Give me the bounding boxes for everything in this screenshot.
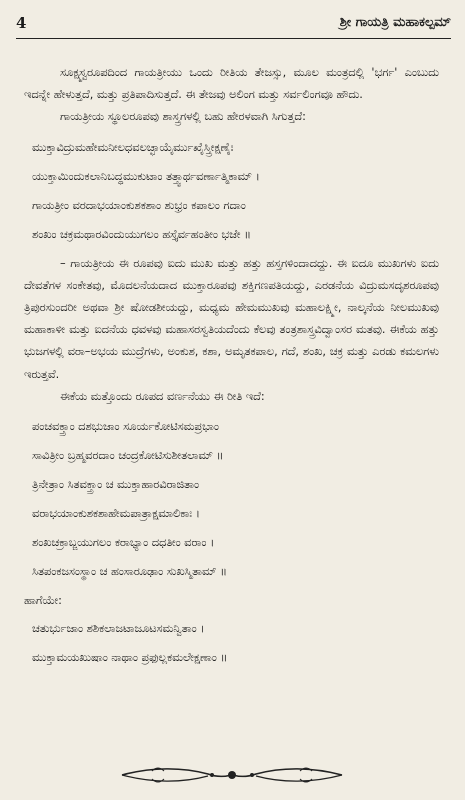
- verse-line: ಶಂಖಂ ಚಕ್ರಮಥಾರವಿಂದುಯುಗಲಂ ಹಸ್ತೈರ್ವಹಂತೀಂ ಭಜೇ ॥: [32, 227, 251, 241]
- page-header: [16, 12, 451, 39]
- paragraph-subtle-form: ಸೂಕ್ಷ್ಮಸ್ವರೂಪದಿಂದ ಗಾಯತ್ರೀಯು ಒಂದು ರೀತಿಯ ತೇಜಸ್ಸು, ಮೂಲ ಮಂತ್ರದಲ್ಲಿ 'ಭರ್ಗ' ಎಂಬುದು ಇದನ್ನೇ ಹೇಳುತ್ತದೆ, ಮತ್ತು ಪ್ರತಿಪಾದಿಸುತ್ತದೆ. ಈ ತೇಜವು ಅಲಿಂಗ ಮತ್ತು ಸರ್ವಲಿಂಗವೂ ಹೌದು.: [24, 66, 439, 102]
- verse-line: ಮುಕ್ತಾಮಯಖುಷಾಂ ನಾಥಾಂ ಪ್ರಫುಲ್ಲಕಮಲೇಕ್ಷಣಾಂ ॥: [32, 651, 228, 665]
- verse-line: ಪಂಚವಕ್ತ್ರಾಂ ದಶಭುಜಾಂ ಸೂರ್ಯಕೋಟಿಸಮಪ್ರಭಾಂ: [32, 420, 219, 434]
- verse-block-panchavaktra: [32, 412, 439, 586]
- paragraph-another-form-intro: ಈಕೆಯ ಮತ್ತೊಂದು ರೂಪದ ವರ್ಣನೆಯು ಈ ರೀತಿ ಇದೆ:: [60, 389, 265, 403]
- label-hageye: ಹಾಗೆಯೇ:: [24, 594, 62, 608]
- paragraph-gross-form-intro: ಗಾಯತ್ರೀಯ ಸ್ಥೂಲರೂಪವು ಶಾಸ್ತ್ರಗಳಲ್ಲಿ ಬಹು ಹೇರಳವಾಗಿ ಸಿಗುತ್ತದೆ:: [60, 110, 306, 124]
- ornament-flourish-icon: [112, 764, 352, 786]
- paragraph-five-faces: – ಗಾಯತ್ರೀಯ ಈ ರೂಪವು ಐದು ಮುಖ ಮತ್ತು ಹತ್ತು ಹಸ್ತಗಳಿಂದಾದದ್ದು. ಈ ಐದೂ ಮುಖಗಳು ಐದು ದೇವತೆಗಳ ಸಂಕೇತವು, ಮೊದಲನೆಯದಾದ ಮುಕ್ತಾರೂಪವು ಶಕ್ತಿಗಣಪತಿಯದ್ದು, ಎರಡನೆಯ ವಿದ್ರುಮಸದೃಶರೂಪವು ತ್ರಿಪುರಸುಂದರೀ ಅಥವಾ ಶ್ರೀ ಷೋಡಶೀಯದ್ದು, ಮಧ್ಯಮ ಹೇಮಮುಖವು ಮಹಾಲಕ್ಷ್ಮೀ, ನಾಲ್ಕನೆಯ ನೀಲಮುಖವು ಮಹಾಕಾಳೀ ಮತ್ತು ಐದನೆಯ ಧವಳವು ಮಹಾಸರಸ್ವತಿಯದೆಂದು ಕೆಲವು ತಂತ್ರಶಾಸ್ತ್ರವಿದ್ವಾಂಸರ ಮತವು. ಈಕೆಯ ಹತ್ತು ಭುಜಗಳಲ್ಲಿ ವರಾ–ಅಭಯ ಮುದ್ರೆಗಳು, ಅಂಕುಶ, ಕಶಾ, ಅಮೃತಕಪಾಲ, ಗದೆ, ಶಂಖ, ಚಕ್ರ ಮತ್ತು ಎರಡು ಕಮಲಗಳು ಇರುತ್ತವೆ.: [24, 256, 439, 381]
- verse-line: ವರಾಭಯಾಂಕುಶಕಶಾಹೇಮಪಾತ್ರಾಕ್ಷಮಾಲಿಕಾಃ ।: [32, 507, 200, 521]
- verse-line: ಸಿತಪಂಕಜಸಂಸ್ಥಾಂ ಚ ಹಂಸಾರೂಢಾಂ ಸುಖಸ್ಮಿತಾಮ್ ॥: [32, 565, 227, 579]
- verse-line: ಯುಕ್ತಾಮಿಂದುಕಲಾನಿಬದ್ಧಮುಕುಟಾಂ ತತ್ತ್ವಾರ್ಥವರ್ಣಾತ್ಮಿಕಾಮ್ ।: [32, 169, 260, 183]
- verse-line: ಚತುರ್ಭುಜಾಂ ಶಶಿಕಲಾಜಟಾಜೂಟಸಮನ್ವಿತಾಂ ।: [32, 622, 205, 636]
- verse-line: ತ್ರಿನೇತ್ರಾಂ ಸಿತವಕ್ತ್ರಾಂ ಚ ಮುಕ್ತಾಹಾರವಿರಾಜಿತಾಂ: [32, 478, 200, 492]
- verse-line: ಶಂಖಚಕ್ರಾಬ್ಜಯುಗಲಂ ಕರಾಭ್ಯಾಂ ದಧತೀಂ ವರಾಂ ।: [32, 536, 215, 550]
- verse-block-dhyana: [32, 133, 439, 249]
- verse-line: ಮುಕ್ತಾವಿದ್ರುಮಹೇಮನೀಲಧವಲಚ್ಛಾಯೈರ್ಮುಖೈಸ್ತ್ರೀಕ್ಷಣೈಃ: [32, 140, 234, 154]
- page-body: [24, 62, 439, 676]
- verse-line: ಸಾವಿತ್ರೀಂ ಬ್ರಹ್ಮವರದಾಂ ಚಂದ್ರಕೋಟಿಸುಶೀತಲಾಮ್ ॥: [32, 449, 224, 463]
- verse-block-chaturbhuja: [32, 614, 439, 672]
- page-number: 4: [16, 14, 27, 32]
- verse-line: ಗಾಯತ್ರೀಂ ವರದಾಭಯಾಂಕುಶಕಶಾಂ ಶುಭ್ರಂ ಕಪಾಲಂ ಗದಾಂ: [32, 198, 246, 212]
- running-title: ಶ್ರೀ ಗಾಯತ್ರಿ ಮಹಾಕಲ್ಪಮ್: [339, 15, 451, 30]
